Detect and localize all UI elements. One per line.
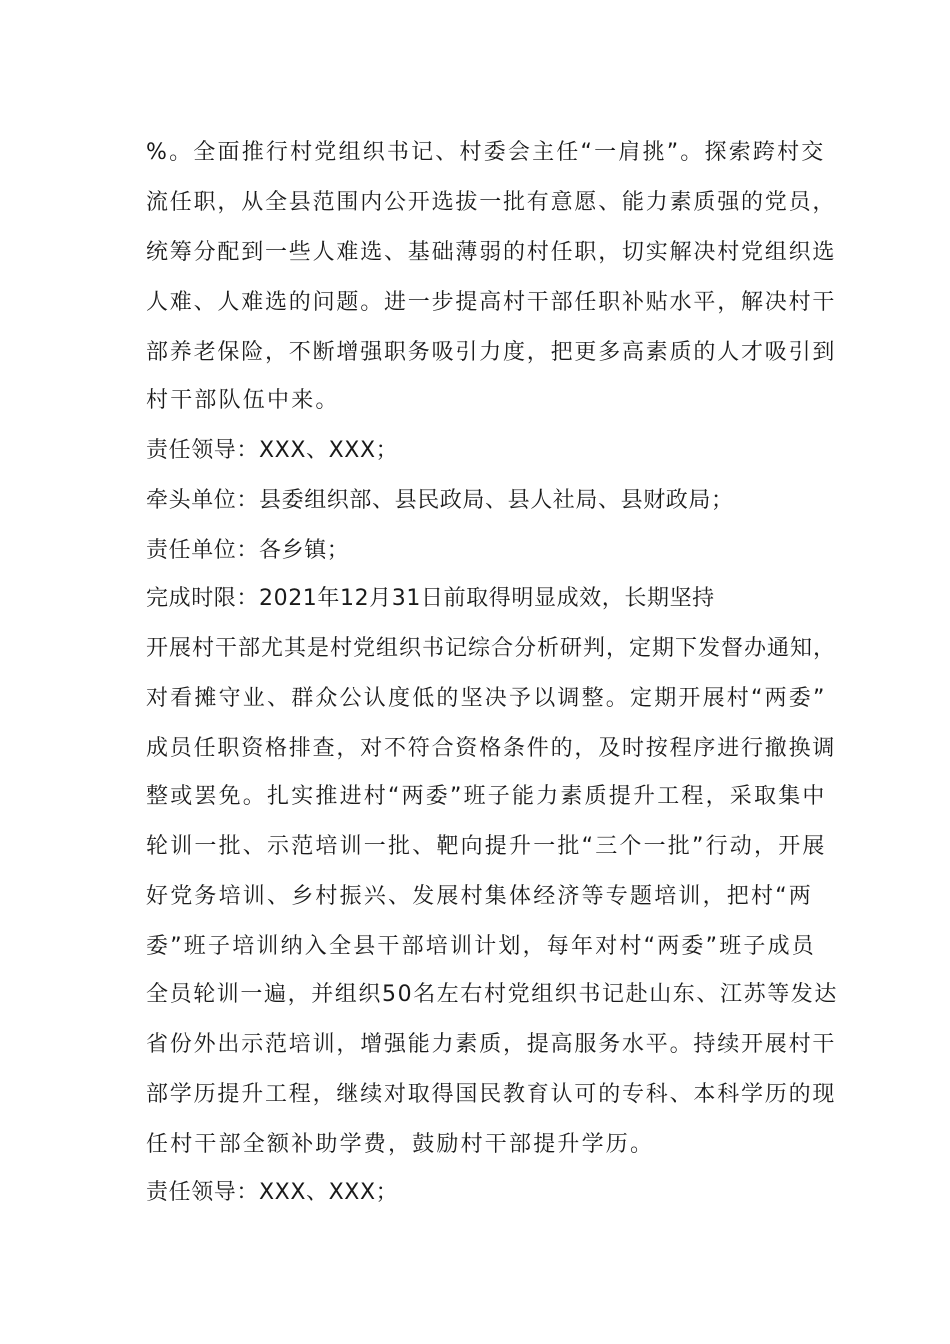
paragraph-line: 省份外出示范培训，增强能力素质，提高服务水平。持续开展村干 xyxy=(146,1032,837,1057)
paragraph-line: 流任职，从全县范围内公开选拔一批有意愿、能力素质强的党员， xyxy=(146,190,837,215)
paragraph-line: 整或罢免。扎实推进村“两委”班子能力素质提升工程，采取集中 xyxy=(146,784,827,809)
responsible-unit: 责任单位：各乡镇； xyxy=(146,538,350,563)
paragraph-line: 开展村干部尤其是村党组织书记综合分析研判，定期下发督办通知， xyxy=(146,636,837,661)
paragraph-line: %。全面推行村党组织书记、村委会主任“一肩挑”。探索跨村交 xyxy=(146,140,826,165)
paragraph-line: 部养老保险，不断增强职务吸引力度，把更多高素质的人才吸引到 xyxy=(146,340,837,365)
responsible-leader: 责任领导：XXX、XXX； xyxy=(146,1180,399,1205)
paragraph-line: 全员轮训一遍，并组织50名左右村党组织书记赴山东、江苏等发达 xyxy=(146,982,838,1007)
lead-unit: 牵头单位：县委组织部、县民政局、县人社局、县财政局； xyxy=(146,488,734,513)
paragraph-line: 部学历提升工程，继续对取得国民教育认可的专科、本科学历的现 xyxy=(146,1082,837,1107)
responsible-leader: 责任领导：XXX、XXX； xyxy=(146,438,399,463)
paragraph-line: 好党务培训、乡村振兴、发展村集体经济等专题培训，把村“两 xyxy=(146,884,813,909)
paragraph-line: 委”班子培训纳入全县干部培训计划，每年对村“两委”班子成员 xyxy=(146,934,816,959)
paragraph-line: 统筹分配到一些人难选、基础薄弱的村任职，切实解决村党组织选 xyxy=(146,240,837,265)
paragraph-line: 村干部队伍中来。 xyxy=(146,388,340,413)
paragraph-line: 成员任职资格排查，对不符合资格条件的，及时按程序进行撤换调 xyxy=(146,736,837,761)
deadline: 完成时限：2021年12月31日前取得明显成效，长期坚持 xyxy=(146,586,715,611)
paragraph-line: 人难、人难选的问题。进一步提高村干部任职补贴水平，解决村干 xyxy=(146,290,837,315)
paragraph-line: 轮训一批、示范培训一批、靶向提升一批“三个一批”行动，开展 xyxy=(146,834,827,859)
paragraph-line: 任村干部全额补助学费，鼓励村干部提升学历。 xyxy=(146,1132,655,1157)
paragraph-line: 对看摊守业、群众公认度低的坚决予以调整。定期开展村“两委” xyxy=(146,686,827,711)
